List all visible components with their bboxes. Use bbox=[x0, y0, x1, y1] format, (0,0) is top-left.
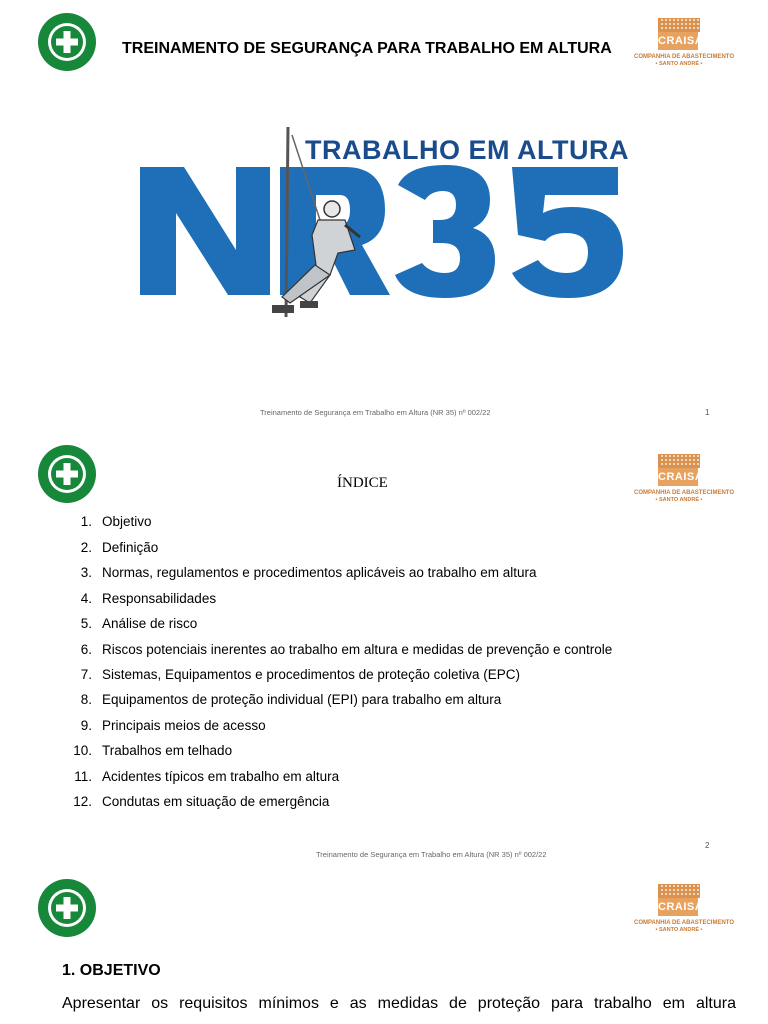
seguranca-trabalho-seal bbox=[37, 12, 97, 72]
toc-item: 1. Objetivo bbox=[80, 514, 152, 529]
banner-tagline: TRABALHO EM ALTURA bbox=[305, 135, 629, 165]
seal-graphic bbox=[37, 444, 97, 504]
page-title: TREINAMENTO DE SEGURANÇA PARA TRABALHO EM ALTURA bbox=[122, 40, 612, 57]
craisa-building-icon bbox=[658, 454, 700, 468]
craisa-building-icon bbox=[658, 884, 700, 898]
page1-number: 1 bbox=[705, 408, 710, 417]
craisa-logo-line2: • SANTO ANDRÉ • bbox=[655, 497, 703, 503]
section-body: Apresentar os requisitos mínimos e as medidas de proteção para trabalho em altura bbox=[62, 995, 736, 1012]
craisa-logo-line1: COMPANHIA DE ABASTECIMENTO bbox=[634, 490, 735, 496]
toc-item: 7. Sistemas, Equipamentos e procedimentos de proteção coletiva (EPC) bbox=[80, 666, 520, 682]
page2-footer-text: Treinamento de Segurança em Trabalho em Altura (NR 35) nº 002/22 bbox=[316, 850, 547, 859]
craisa-logo bbox=[634, 884, 735, 944]
seal-graphic bbox=[37, 12, 97, 72]
craisa-logo-word: CRAISA bbox=[658, 898, 698, 916]
craisa-logo-line1: COMPANHIA DE ABASTECIMENTO bbox=[634, 920, 735, 926]
toc-item: 10. Trabalhos em telhado bbox=[73, 743, 233, 758]
craisa-logo-word: CRAISA bbox=[658, 468, 698, 486]
seal-graphic bbox=[37, 878, 97, 938]
toc-item: 6. Riscos potenciais inerentes ao trabalho em altura e medidas de prevenção e controle bbox=[80, 641, 613, 657]
toc-item: 12. Condutas em situação de emergência bbox=[73, 794, 330, 809]
seguranca-trabalho-seal bbox=[37, 878, 97, 938]
section-heading: 1. OBJETIVO bbox=[62, 962, 161, 979]
toc-item: 3. Normas, regulamentos e procedimentos aplicáveis ao trabalho em altura bbox=[80, 565, 537, 580]
craisa-logo-word: CRAISA bbox=[658, 32, 698, 50]
toc-item: 2. Definição bbox=[80, 539, 159, 555]
toc-item: 8. Equipamentos de proteção individual (EPI) para trabalho em altura bbox=[80, 692, 502, 707]
toc-item: 9. Principais meios de acesso bbox=[80, 717, 266, 733]
toc-item: 5. Análise de risco bbox=[80, 616, 198, 631]
craisa-logo-line1: COMPANHIA DE ABASTECIMENTO bbox=[634, 54, 735, 60]
toc-item: 4. Responsabilidades bbox=[80, 590, 217, 606]
craisa-logo-line2: • SANTO ANDRÉ • bbox=[655, 927, 703, 933]
seguranca-trabalho-seal bbox=[37, 444, 97, 504]
index-title: ÍNDICE bbox=[337, 475, 388, 491]
craisa-logo bbox=[634, 454, 735, 514]
craisa-logo bbox=[634, 18, 735, 78]
nr35-logo-graphic bbox=[140, 125, 630, 320]
page1-footer-text: Treinamento de Segurança em Trabalho em Altura (NR 35) nº 002/22 bbox=[260, 408, 491, 417]
craisa-building-icon bbox=[658, 18, 700, 32]
toc-item: 11. Acidentes típicos em trabalho em altura bbox=[74, 768, 340, 784]
craisa-logo-line2: • SANTO ANDRÉ • bbox=[655, 61, 703, 67]
table-of-contents bbox=[62, 514, 640, 810]
page2-number: 2 bbox=[705, 841, 710, 850]
nr35-banner bbox=[140, 125, 630, 320]
